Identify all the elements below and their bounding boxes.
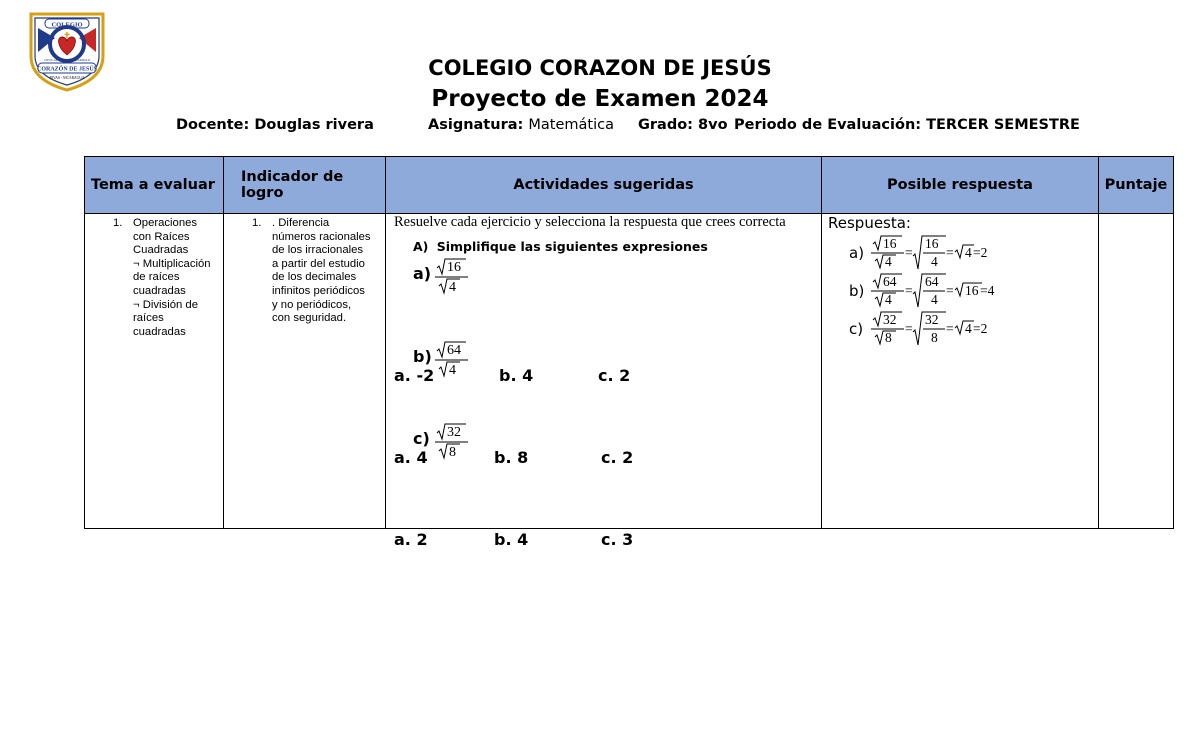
- respuesta-a-eq2: =: [946, 245, 954, 260]
- indicador-line: de los decimales: [272, 271, 357, 284]
- respuesta-cell: [822, 214, 1099, 529]
- indicador-line: con seguridad.: [272, 312, 347, 325]
- respuesta-b-label: b): [849, 282, 865, 300]
- respuesta-a-inner-num: 16: [925, 236, 939, 251]
- tema-line: ¬ Multiplicación: [133, 257, 211, 270]
- header-actividades: Actividades sugeridas: [386, 157, 822, 214]
- tema-line: raíces: [133, 312, 164, 325]
- option[interactable]: c. 3: [601, 530, 634, 549]
- tema-cell: [85, 214, 224, 529]
- respuesta-b-expression: [870, 272, 1010, 310]
- problem-c-num: 32: [447, 425, 461, 440]
- indicador-line: a partir del estudio: [272, 257, 365, 270]
- grado-value: 8vo: [698, 117, 728, 133]
- option[interactable]: b. 4: [494, 530, 529, 549]
- header-indicador: Indicador de logro: [224, 157, 386, 214]
- school-name: COLEGIO CORAZON DE JESÚS: [428, 56, 772, 80]
- respuesta-c-inner-num: 32: [925, 312, 939, 327]
- section-title: Simplifique las siguientes expresiones: [436, 239, 708, 254]
- respuesta-c-num: 32: [883, 312, 897, 327]
- puntaje-cell[interactable]: [1099, 214, 1174, 529]
- tema-line: Operaciones: [133, 217, 198, 229]
- instruction-text: Resuelve cada ejercicio y selecciona la respuesta que crees correcta: [394, 214, 786, 230]
- tema-number: 1.: [113, 217, 123, 229]
- indicador-cell: [224, 214, 386, 529]
- table-row: [85, 214, 1174, 529]
- problem-a-num: 16: [447, 260, 461, 275]
- exam-table: [84, 156, 1174, 549]
- problem-b-label: b): [413, 347, 432, 366]
- indicador-line: y no periódicos,: [272, 298, 352, 311]
- respuesta-a-den: 4: [885, 254, 892, 269]
- tema-line: ¬ División de: [133, 298, 198, 311]
- respuesta-title: Respuesta:: [828, 214, 911, 232]
- tema-line: Cuadradas: [133, 244, 189, 257]
- problem-c-label: c): [413, 429, 430, 448]
- grado-info: [638, 117, 728, 133]
- respuesta-a-result: =2: [973, 245, 988, 260]
- respuesta-c-result: =2: [973, 321, 988, 336]
- indicador-line: . Diferencia: [272, 217, 330, 229]
- problem-b-fraction: [433, 339, 473, 379]
- respuesta-b-result: =4: [980, 283, 995, 298]
- problem-b-den: 4: [449, 363, 456, 378]
- table-header-row: [85, 157, 1174, 214]
- periodo-value: TERCER SEMESTRE: [926, 117, 1080, 133]
- logo-bottom-text: RIVAS - NICARAGUA: [49, 76, 85, 80]
- actividades-cell: [386, 214, 822, 549]
- problem-a-fraction: [433, 256, 473, 296]
- indicador-text: [272, 217, 371, 326]
- indicador-line: de los irracionales: [272, 244, 364, 257]
- project-title: Proyecto de Examen 2024: [431, 86, 769, 112]
- header-tema: Tema a evaluar: [85, 157, 224, 214]
- respuesta-c-expression: [870, 310, 1000, 348]
- respuesta-c-inner-den: 8: [931, 330, 938, 345]
- option[interactable]: a. 4: [394, 448, 428, 467]
- respuesta-a-expression: [870, 234, 1000, 272]
- periodo-label: Periodo de Evaluación:: [734, 117, 922, 133]
- header-puntaje: Puntaje: [1099, 157, 1174, 214]
- respuesta-b-inner-den: 4: [931, 292, 938, 307]
- problem-a-label: a): [413, 264, 432, 283]
- respuesta-a-inner-den: 4: [931, 254, 938, 269]
- option[interactable]: c. 2: [598, 366, 631, 385]
- tema-text: [133, 217, 211, 339]
- grado-label: Grado:: [638, 117, 693, 133]
- respuesta-c-eq2: =: [946, 321, 954, 336]
- indicador-line: números racionales: [272, 230, 371, 243]
- periodo-info: [734, 117, 1080, 133]
- problem-c-den: 8: [449, 445, 456, 460]
- header-respuesta: Posible respuesta: [822, 157, 1099, 214]
- respuesta-b-rad: 16: [965, 283, 979, 298]
- logo-top-text: COLEGIO: [51, 21, 83, 29]
- respuesta-a-eq: =: [905, 245, 913, 260]
- asignatura-value: Matemática: [528, 117, 614, 133]
- asignatura-info: [428, 117, 614, 133]
- problem-a-den: 4: [449, 280, 456, 295]
- tema-line: de raíces: [133, 271, 180, 284]
- docente-label: Docente:: [176, 117, 250, 133]
- option[interactable]: a. -2: [394, 366, 435, 385]
- section-letter: A): [413, 239, 429, 254]
- logo-banner-text: CORAZÓN DE JESÚS: [36, 66, 98, 73]
- respuesta-c-rad: 4: [965, 321, 972, 336]
- tema-line: cuadradas: [133, 325, 186, 338]
- tema-line: cuadradas: [133, 284, 186, 297]
- tema-line: con Raíces: [133, 230, 190, 243]
- docente-value: Douglas rivera: [254, 117, 374, 133]
- option[interactable]: b. 8: [494, 448, 529, 467]
- logo-ring-text: CIENCIA - VERDAD - CARIDAD: [44, 58, 90, 62]
- section-heading: [413, 239, 708, 254]
- option[interactable]: b. 4: [499, 366, 534, 385]
- respuesta-a-rad: 4: [965, 245, 972, 260]
- respuesta-c-label: c): [849, 320, 864, 338]
- respuesta-a-label: a): [849, 244, 865, 262]
- indicador-number: 1.: [252, 217, 262, 229]
- option[interactable]: a. 2: [394, 530, 428, 549]
- respuesta-b-eq: =: [905, 283, 913, 298]
- option[interactable]: c. 2: [601, 448, 634, 467]
- problem-b-num: 64: [447, 343, 461, 358]
- respuesta-b-den: 4: [885, 292, 892, 307]
- docente-info: [176, 117, 374, 133]
- respuesta-c-eq: =: [905, 321, 913, 336]
- indicador-line: infinitos periódicos: [272, 284, 365, 297]
- respuesta-b-inner-num: 64: [925, 274, 939, 289]
- respuesta-b-num: 64: [883, 274, 897, 289]
- asignatura-label: Asignatura:: [428, 117, 524, 133]
- respuesta-c-den: 8: [885, 330, 892, 345]
- respuesta-b-eq2: =: [946, 283, 954, 298]
- respuesta-a-num: 16: [883, 236, 897, 251]
- problem-c-fraction: [433, 421, 473, 461]
